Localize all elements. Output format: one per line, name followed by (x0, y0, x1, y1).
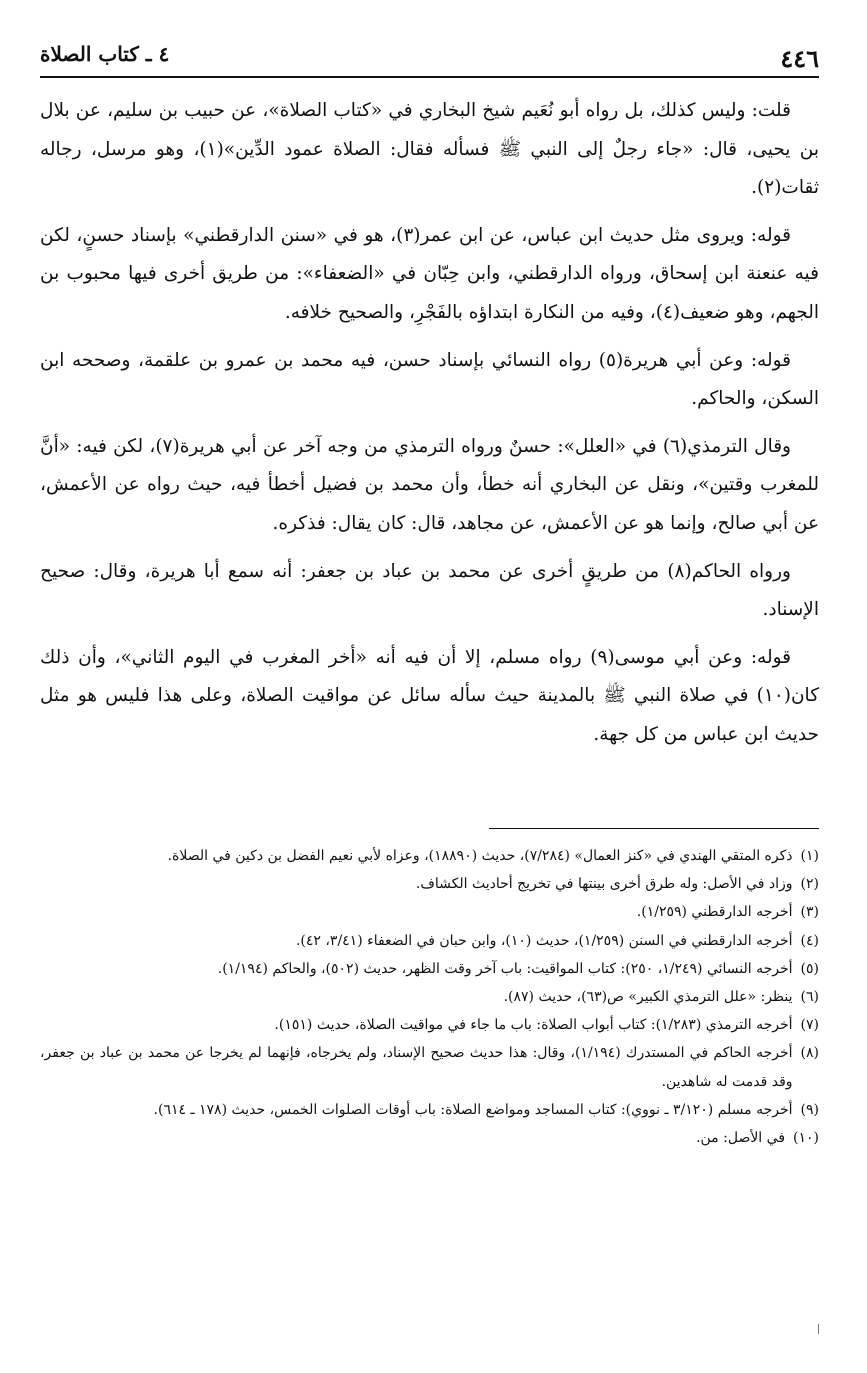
footnote (40, 842, 819, 870)
paragraph: قوله: وعن أبي هريرة(٥) رواه النسائي بإسناد حسن، فيه محمد بن عمرو بن علقمة، وصححه ابن السكن، والحاكم. (40, 349, 819, 410)
footnote-text: أخرجه الحاكم في المستدرك (١/١٩٤)، وقال: هذا حديث صحيح الإسناد، ولم يخرجاه، فإنهما لم يخرجا عن محمد بن عباد بن جعفر، وقد قدمت له شاهدين. (40, 1045, 793, 1090)
footnotes (40, 842, 819, 1152)
paragraph: وقال الترمذي(٦) في «العلل»: حسنٌ ورواه الترمذي من وجه آخر عن أبي هريرة(٧)، لكن فيه: «أنَّ للمغرب وقتين»، ونقل عن البخاري أنه خطأ، وأن محمد بن فضيل أخطأ فيه، حيث رواه عن الأعمش، عن أبي صالح، وإنما هو عن الأعمش، عن مجاهد، قال: كان يقال: فذكره. (40, 435, 819, 534)
footnote-separator (489, 828, 819, 829)
footnote (40, 870, 819, 898)
footnote-text: أخرجه النسائي (١/٢٤٩، ٢٥٠): كتاب المواقيت: باب آخر وقت الظهر، حديث (٥٠٢)، والحاكم (١/١٩٤). (217, 960, 793, 977)
page-number: ٤٤٦ (780, 44, 819, 73)
chapter-title: ٤ ـ كتاب الصلاة (40, 42, 170, 66)
footnote-text: أخرجه الترمذي (١/٢٨٣): كتاب أبواب الصلاة: باب ما جاء في مواقيت الصلاة، حديث (١٥١). (274, 1017, 793, 1034)
footnote-number: (٣) (800, 904, 819, 921)
footnote-text: في الأصل: من. (696, 1130, 786, 1147)
header-rule (40, 76, 819, 78)
footnote-number: (٤) (800, 932, 819, 949)
footnote (40, 1011, 819, 1039)
footnote-number: (٦) (800, 989, 819, 1006)
main-text (40, 92, 819, 764)
paragraph: ورواه الحاكم(٨) من طريقٍ أخرى عن محمد بن عباد بن جعفر: أنه سمع أبا هريرة، وقال: صحيح الإسناد. (40, 560, 819, 621)
footnote (40, 927, 819, 955)
margin-mark (818, 1324, 819, 1334)
footnote-text: ذكره المتقي الهندي في «كنز العمال» (٧/٢٨٤)، حديث (١٨٨٩٠)، وعزاه لأبي نعيم الفضل بن دكين في الصلاة. (167, 848, 793, 864)
paragraph: قوله: ويروى مثل حديث ابن عباس، عن ابن عمر(٣)، هو في «سنن الدارقطني» بإسناد حسنٍ، لكن فيه عنعنة ابن إسحاق، ورواه الدارقطني، وابن حِبّان في «الضعفاء»: من طريق أخرى فيها محبوب بن الجهم، وهو ضعيف(٤)، وفيه من النكارة ابتداؤه بالفَجْرِ، والصحيح خلافه. (40, 224, 819, 323)
footnote (40, 1039, 819, 1095)
paragraph: قوله: وعن أبي موسى(٩) رواه مسلم، إلا أن فيه أنه «أخر المغرب في اليوم الثاني»، وأن ذلك كان(١٠) في صلاة النبي ﷺ بالمدينة حيث سأله سائل عن مواقيت الصلاة، وعلى هذا فليس هو مثل حديث ابن عباس من كل جهة. (40, 646, 819, 745)
footnote-number: (٥) (800, 960, 819, 977)
footnote (40, 1096, 819, 1124)
footnote-text: أخرجه الدارقطني في السنن (١/٢٥٩)، حديث (١٠)، وابن حبان في الضعفاء (٣/٤١، ٤٢). (295, 932, 793, 949)
footnote-number: (٨) (800, 1045, 819, 1062)
footnote (40, 1124, 819, 1152)
footnote-text: ينظر: «علل الترمذي الكبير» ص(٦٣)، حديث (٨٧). (503, 989, 793, 1006)
footnote-number: (٧) (800, 1017, 819, 1034)
footnote (40, 983, 819, 1011)
footnote-text: وزاد في الأصل: وله طرق أخرى بينتها في تخريج أحاديث الكشاف. (415, 876, 793, 893)
footnote-number: (١) (800, 848, 819, 864)
footnote (40, 898, 819, 926)
running-header (40, 36, 819, 76)
footnote (40, 955, 819, 983)
footnote-text: أخرجه الدارقطني (١/٢٥٩). (636, 904, 793, 921)
footnote-text: أخرجه مسلم (٣/١٢٠ ـ نووي): كتاب المساجد ومواضع الصلاة: باب أوقات الصلوات الخمس، حديث (١٧٨ ـ ٦١٤). (153, 1101, 793, 1118)
footnote-number: (٢) (800, 876, 819, 893)
paragraph: قلت: وليس كذلك، بل رواه أبو نُعَيم شيخ البخاري في «كتاب الصلاة»، عن حبيب بن سليم، عن بلال بن يحيى، قال: «جاء رجلٌ إلى النبي ﷺ فسأله فقال: الصلاة عمود الدِّين»(١)، وهو مرسل، رجاله ثقات(٢). (40, 100, 819, 199)
footnote-number: (١٠) (793, 1130, 819, 1147)
footnote-number: (٩) (800, 1101, 819, 1118)
